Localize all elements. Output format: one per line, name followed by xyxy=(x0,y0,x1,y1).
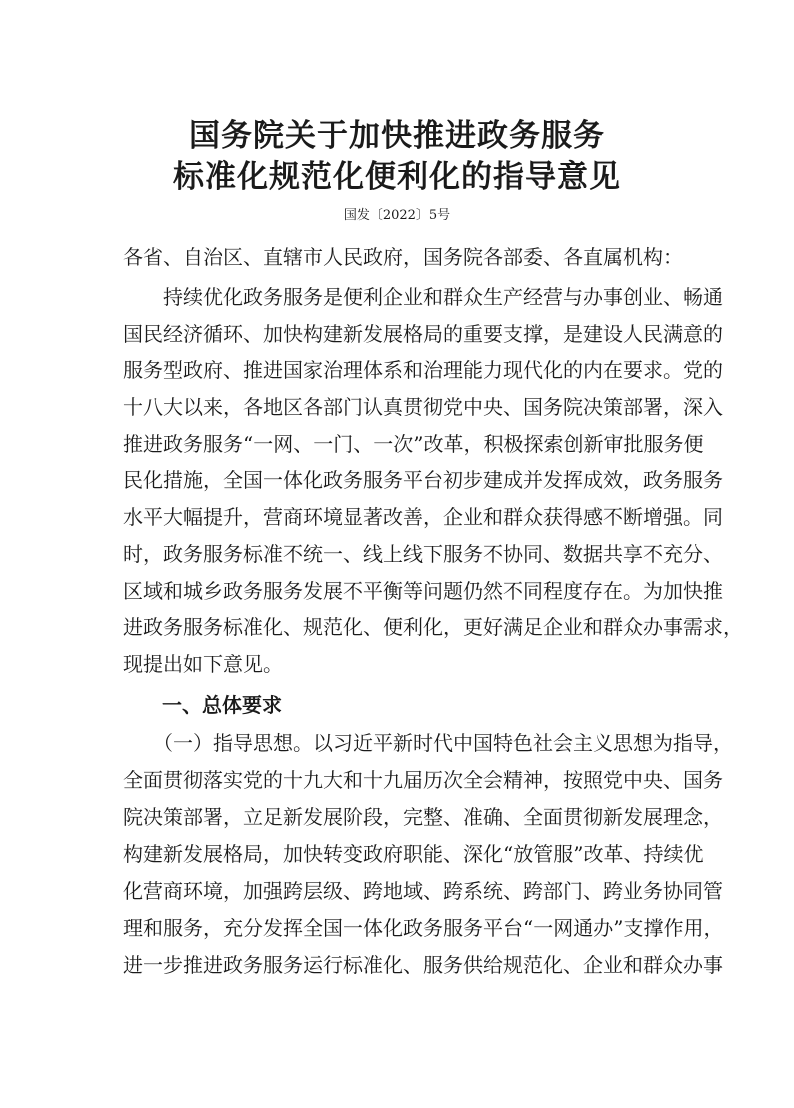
paragraph-2-line: 构建新发展格局，加快转变政府职能、深化“放管服”改革、持续优 xyxy=(123,842,704,866)
paragraph-1-line: 国民经济循环、加快构建新发展格局的重要支撑，是建设人民满意的 xyxy=(123,322,723,346)
paragraph-2-line: 理和服务，充分发挥全国一体化政务服务平台“一网通办”支撑作用， xyxy=(123,916,724,940)
paragraph-1-line: 推进政务服务“一网、一门、一次”改革，积极探索创新审批服务便 xyxy=(123,432,704,456)
paragraph-2-line: 全面贯彻落实党的十九大和十九届历次全会精神，按照党中央、国务 xyxy=(123,768,723,792)
paragraph-1-line: 时，政务服务标准不统一、线上线下服务不协同、数据共享不充分、 xyxy=(123,542,723,566)
section-1-heading: 一、总体要求 xyxy=(162,693,282,717)
document-number: 国发〔2022〕5号 xyxy=(343,208,451,223)
paragraph-1-line: 区域和城乡政务服务发展不平衡等问题仍然不同程度存在。为加快推 xyxy=(123,579,723,603)
paragraph-1-line: 十八大以来，各地区各部门认真贯彻党中央、国务院决策部署，深入 xyxy=(123,395,723,419)
paragraph-2-line: 院决策部署，立足新发展阶段，完整、准确、全面贯彻新发展理念， xyxy=(123,805,723,829)
paragraph-1-line: 现提出如下意见。 xyxy=(123,652,283,676)
document-title-line-1: 国务院关于加快推进政务服务 xyxy=(189,118,605,154)
paragraph-2-line: 进一步推进政务服务运行标准化、服务供给规范化、企业和群众办事 xyxy=(123,953,723,977)
paragraph-1-line: 持续优化政务服务是便利企业和群众生产经营与办事创业、畅通 xyxy=(123,285,723,309)
paragraph-1-line: 民化措施，全国一体化政务服务平台初步建成并发挥成效，政务服务 xyxy=(123,468,723,492)
document-title-line-2: 标准化规范化便利化的指导意见 xyxy=(173,159,621,195)
paragraph-1-line: 进政务服务标准化、规范化、便利化，更好满足企业和群众办事需求， xyxy=(123,615,743,639)
addressee-line: 各省、自治区、直辖市人民政府，国务院各部委、各直属机构： xyxy=(123,245,683,269)
paragraph-2-line: （一）指导思想。以习近平新时代中国特色社会主义思想为指导， xyxy=(123,731,733,755)
paragraph-1-line: 水平大幅提升，营商环境显著改善，企业和群众获得感不断增强。同 xyxy=(123,505,723,529)
paragraph-2-line: 化营商环境，加强跨层级、跨地域、跨系统、跨部门、跨业务协同管 xyxy=(123,879,723,903)
paragraph-1-line: 服务型政府、推进国家治理体系和治理能力现代化的内在要求。党的 xyxy=(123,358,723,382)
